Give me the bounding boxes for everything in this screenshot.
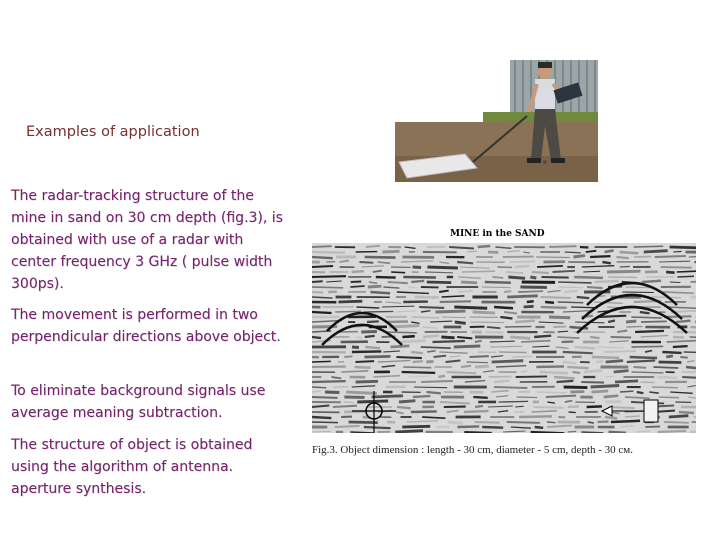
figure-caption: Fig.3. Object dimension : length - 30 cm, diameter - 5 cm, depth - 30 см.: [312, 444, 634, 456]
operator-field-photo: [395, 60, 598, 182]
radargram-title: MINE in the SAND: [450, 229, 545, 239]
paragraph-background-subtraction: To eliminate background signals use average meaning subtraction.: [11, 383, 266, 421]
radargram-image: [312, 243, 696, 433]
paragraph-radar-structure: The radar-tracking structure of the mine in sand on 30 cm depth (fig.3), is obtained with use of a radar with center frequency 3 GHz ( pulse width 300ps).: [11, 188, 283, 292]
paragraph-movement: The movement is performed in two perpendicular directions above object.: [11, 307, 281, 345]
paragraph-aperture-synthesis: The structure of object is obtained using the algorithm of antenna. aperture synthesis.: [11, 437, 253, 497]
section-heading: Examples of application: [26, 124, 200, 140]
